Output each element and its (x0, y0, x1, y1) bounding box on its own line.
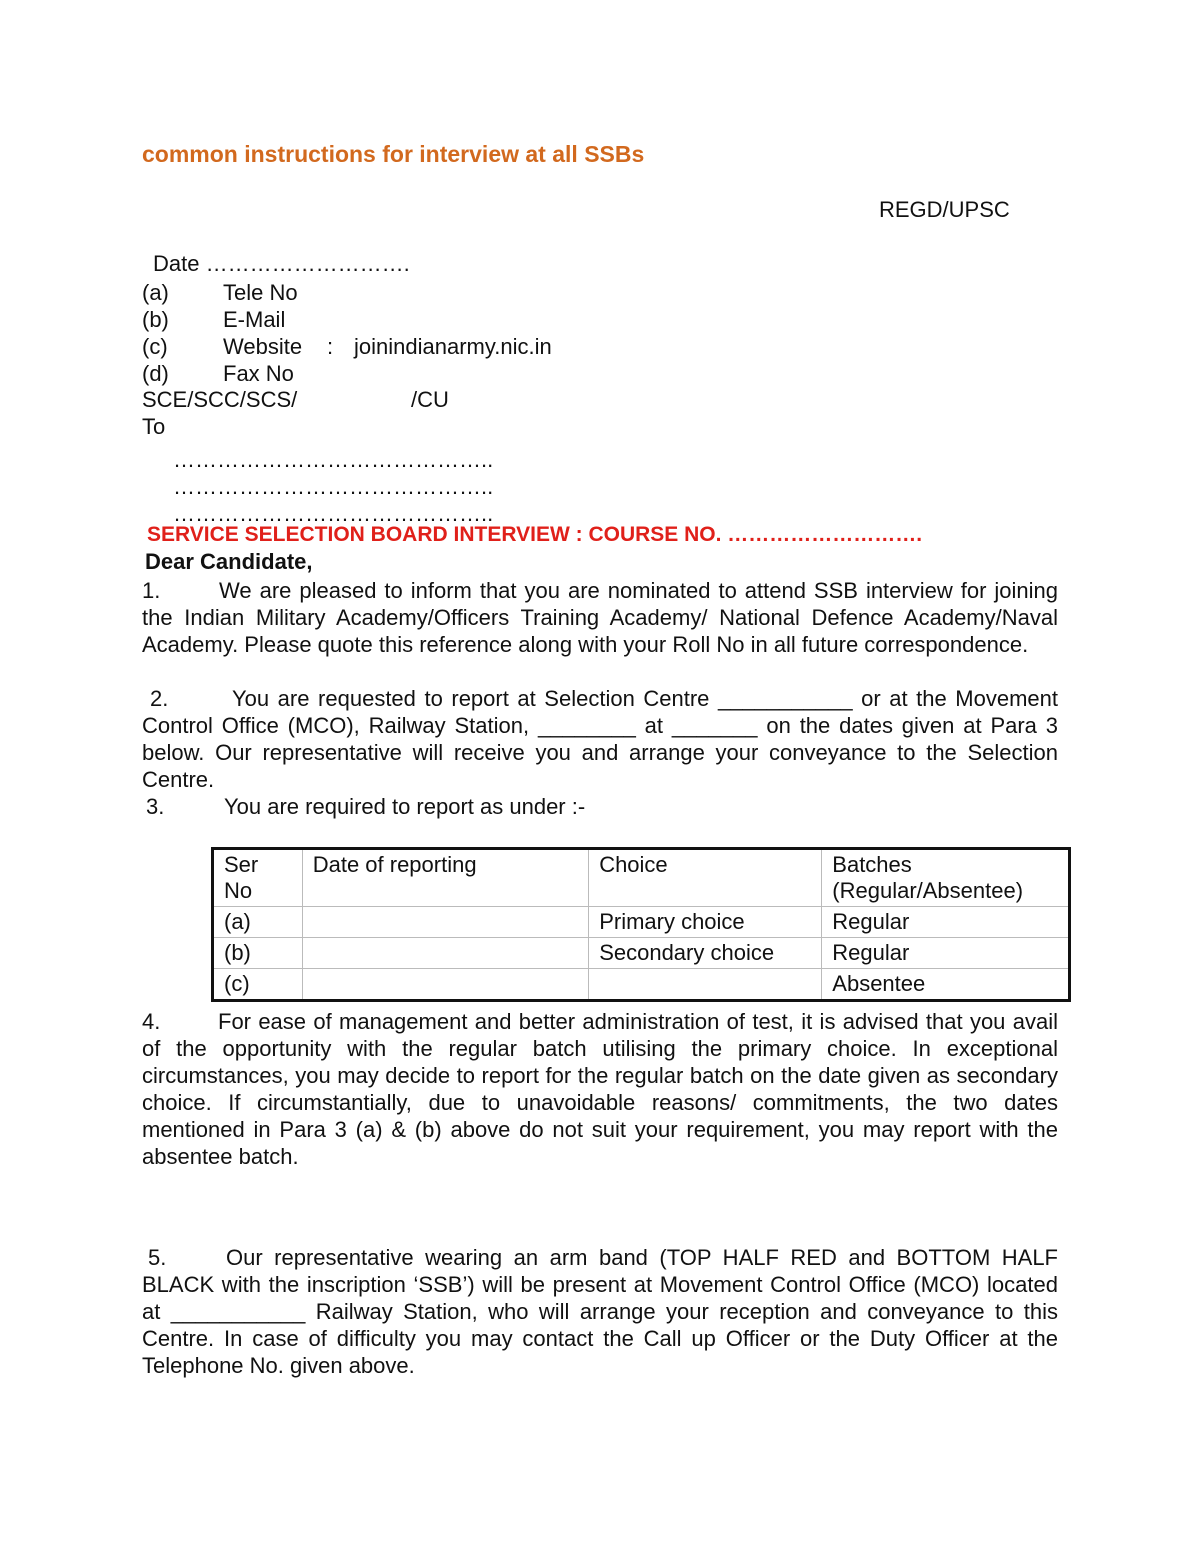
contact-label: (c) (142, 334, 168, 359)
cell-ser-no: (b) (213, 938, 303, 969)
paragraph-text: You are requested to report at Selection Centre ___________ or at the Movement Control Office (MCO), Railway Station, ________ at _______ on the dates given at Para 3 below. Our representative will receive you and arrange your conveyance to the Selection Centre. (142, 686, 1058, 792)
table-row (213, 938, 1070, 969)
paragraph-number: 4. (142, 1009, 161, 1034)
reporting-table (211, 847, 1071, 1002)
contact-name: Tele No (223, 280, 298, 305)
paragraph-text: For ease of management and better administration of test, it is advised that you avail of the opportunity with the regular batch utilising the primary choice. In exceptional circumstances, you may decide to report for the regular batch on the date given as secondary choice. If circumstantially, due to unavoidable reasons/ commitments, the two dates mentioned in Para 3 (a) & (b) above do not suit your requirement, you may report with the absentee batch. (142, 1009, 1058, 1169)
paragraph-3 (146, 794, 585, 820)
header-date-of-reporting: Date of reporting (302, 849, 588, 907)
paragraph-number: 3. (146, 794, 165, 819)
paragraph-1 (142, 577, 1058, 658)
contact-name: E-Mail (223, 307, 286, 332)
table-header-row (213, 849, 1070, 907)
paragraph-number: 1. (142, 578, 161, 603)
contact-label: (a) (142, 280, 169, 305)
paragraph-4 (142, 1008, 1058, 1170)
contact-name: Fax No (223, 361, 294, 386)
reference-code: REGD/UPSC (879, 197, 1010, 222)
header-batches: Batches (Regular/Absentee) (822, 849, 1070, 907)
cell-batch: Regular (822, 938, 1070, 969)
cell-batch: Absentee (822, 969, 1070, 1001)
cell-ser-no: (a) (213, 907, 303, 938)
header-choice: Choice (589, 849, 822, 907)
cell-choice: Primary choice (589, 907, 822, 938)
header-ser-no: Ser No (213, 849, 303, 907)
cell-date (302, 969, 588, 1001)
cell-ser-no: (c) (213, 969, 303, 1001)
contact-separator: : (327, 334, 334, 359)
paragraph-2 (142, 685, 1058, 793)
date-line: Date ………………………. (153, 251, 410, 276)
cell-choice (589, 969, 822, 1001)
cell-batch: Regular (822, 907, 1070, 938)
interview-heading: SERVICE SELECTION BOARD INTERVIEW : COURSE NO. ………………………. (147, 523, 923, 546)
address-line: …………………………………….. (173, 474, 494, 499)
file-reference-suffix: /CU (411, 387, 449, 412)
paragraph-text: We are pleased to inform that you are nominated to attend SSB interview for joining the Indian Military Academy/Officers Training Academy/ National Defence Academy/Naval Academy. Please quote this reference along with your Roll No in all future correspondence. (142, 578, 1058, 657)
file-reference (142, 387, 449, 413)
paragraph-text: Our representative wearing an arm band (TOP HALF RED and BOTTOM HALF BLACK with the inscription ‘SSB’) will be present at Movement Control Office (MCO) located at ___________ Railway Station, who will arrange your reception and conveyance to this Centre. In case of difficulty you may contact the Call up Officer or the Duty Officer at the Telephone No. given above. (142, 1245, 1058, 1378)
table-row (213, 907, 1070, 938)
document-title: common instructions for interview at all SSBs (142, 141, 645, 167)
salutation: Dear Candidate, (145, 549, 313, 574)
paragraph-text: You are required to report as under :- (224, 794, 586, 819)
cell-date (302, 907, 588, 938)
contact-label: (b) (142, 307, 169, 332)
file-reference-prefix: SCE/SCC/SCS/ (142, 387, 298, 412)
paragraph-5 (142, 1244, 1058, 1379)
contact-name: Website (223, 334, 303, 359)
paragraph-number: 2. (150, 686, 169, 711)
address-line: …………………………………….. (173, 501, 494, 526)
website-value: joinindianarmy.nic.in (354, 334, 552, 359)
cell-choice: Secondary choice (589, 938, 822, 969)
table-row (213, 969, 1070, 1001)
address-line: …………………………………….. (173, 447, 494, 472)
contact-label: (d) (142, 361, 169, 386)
to-label: To (142, 414, 166, 439)
paragraph-number: 5. (148, 1245, 167, 1270)
cell-date (302, 938, 588, 969)
